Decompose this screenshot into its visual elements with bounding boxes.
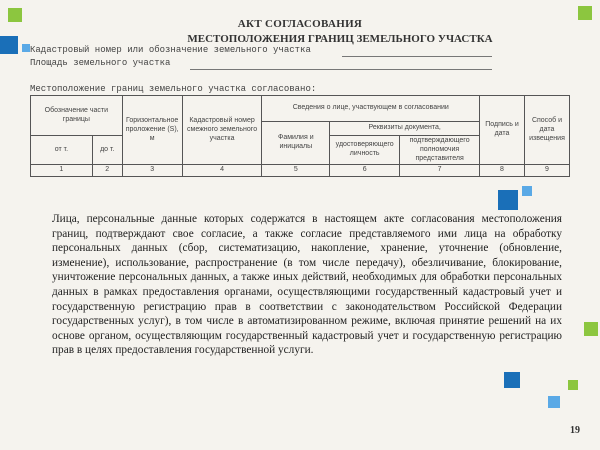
page-number: 19 [570, 425, 580, 436]
col-number: 1 [31, 165, 93, 177]
col-number: 6 [330, 165, 400, 177]
act-subtitle: МЕСТОПОЛОЖЕНИЯ ГРАНИЦ ЗЕМЕЛЬНОГО УЧАСТКА [187, 33, 493, 45]
col-number: 7 [400, 165, 480, 177]
deco-square-green-bottom [568, 380, 578, 390]
consent-paragraph: Лица, персональные данные которых содержатся в настоящем акте согласования местоположения границ, подтверждают свое согласие, а также согласие представляемого ими лица на обработку персональных данных (сбор, систематизацию, накопление, хранение, уточнение (обновление, изменение), использование, распространение (в том числе передачу), обезличивание, блокирование, уничтожение персональных данных, а также иных действий, необходимых для обработки персональных данных в рамках предоставления органами, осуществляющими государственный кадастровый учет и государственную регистрацию прав в соответствии с законодательством Российской Федерации государственных услуг), в том числе в автоматизированном режиме, включая принятие решений на их основе органом, осуществляющим государственный кадастровый учет и государственную регистрацию прав в целях предоставления государственной услуги. [52, 213, 562, 357]
cadastral-number-label: Кадастровый номер или обозначение земельного участка [30, 45, 311, 55]
col-number: 9 [524, 165, 569, 177]
header-to: до т. [92, 136, 122, 165]
header-adjacent: Кадастровый номер смежного земельного участка [182, 96, 262, 165]
header-notice: Способ и дата извещения [524, 96, 569, 165]
header-signature: Подпись и дата [480, 96, 525, 165]
col-number: 3 [122, 165, 182, 177]
cadastral-number-line [342, 56, 492, 57]
deco-square-lightblue-bottom [548, 396, 560, 408]
col-number: 5 [262, 165, 330, 177]
act-title: АКТ СОГЛАСОВАНИЯ [237, 18, 363, 30]
header-identity: удостоверяющего личность [330, 136, 400, 165]
approval-table [30, 95, 570, 177]
header-part: Обозначение части границы [31, 96, 123, 136]
deco-square-blue-top [0, 36, 18, 54]
deco-square-lightblue-top [22, 44, 30, 52]
area-line [190, 69, 492, 70]
header-persons: Сведения о лице, участвующем в согласовании [262, 96, 480, 122]
header-horizontal: Горизонтальное проложение (S), м [122, 96, 182, 165]
deco-square-blue-bottom [504, 372, 520, 388]
deco-square-blue-mid [498, 190, 518, 210]
header-authority: подтверждающего полномочия представителя [400, 136, 480, 165]
deco-square-green-right-mid [584, 322, 598, 336]
header-from: от т. [31, 136, 93, 165]
header-name: Фамилия и инициалы [262, 122, 330, 165]
header-docs: Реквизиты документа, [330, 122, 480, 136]
deco-square-lightblue-mid [522, 186, 532, 196]
area-label: Площадь земельного участка [30, 58, 171, 68]
col-number: 4 [182, 165, 262, 177]
col-number: 8 [480, 165, 525, 177]
col-number: 2 [92, 165, 122, 177]
boundary-label: Местоположение границ земельного участка согласовано: [30, 84, 317, 94]
